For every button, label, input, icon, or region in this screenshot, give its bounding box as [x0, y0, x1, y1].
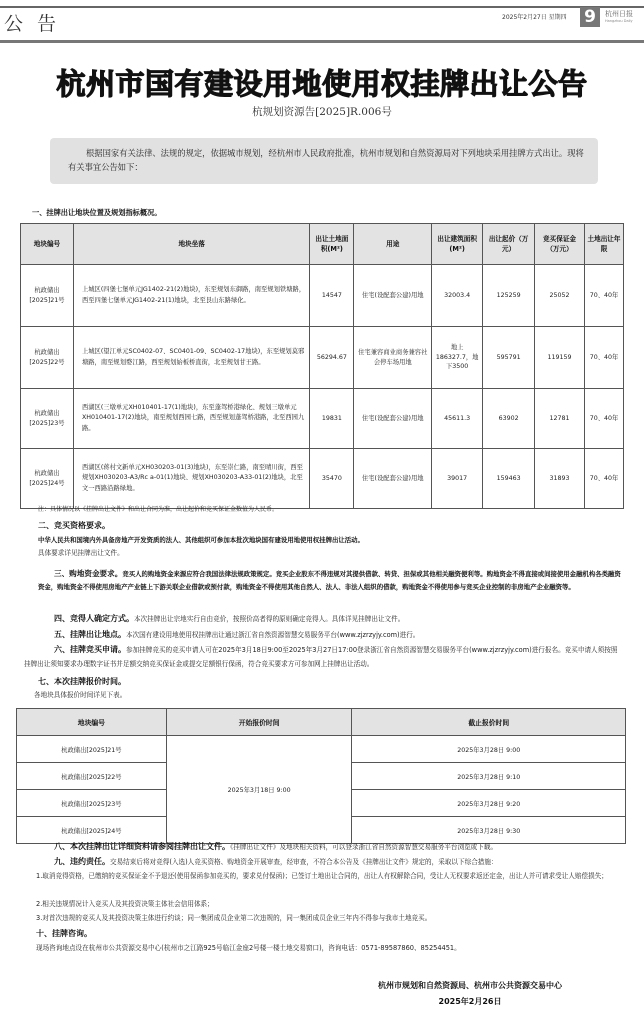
- end-time: 2025年3月28日 9:20: [352, 790, 626, 817]
- document-number: 杭规划资源告[2025]R.006号: [252, 106, 392, 118]
- start-price: 63902: [483, 389, 535, 449]
- section3-text: 竞买人的购地资金来源应符合我国法律法规政策规定。竞买企业股东不得违规对其提供借款、转贷、担保或其他相关融资便利等。购地资金不得直接或间接使用金融机构各类融资资金，购地资金不得使用房地产产业链上下游关联企业借款或预付款，购地资金不得使用其他自然人、法人、非法人组织的借款，购地资金不得使用参与竞买企业控制的非房地产企业融资等。: [38, 570, 621, 591]
- section9-item-3: 3.对首次违规的竞买人及其投资决策主体进行约谈；同一集团成员企业第二次违规的，同一集团成员企业三年内不得参与我市土地竞买。: [36, 914, 432, 922]
- table-row: [17, 736, 626, 763]
- term: 70、40年: [585, 327, 624, 389]
- section8-text: 《挂牌出让文件》及地块相关资料，可以登录浙江省自然资源智慧交易服务平台浏览或下载。: [230, 843, 498, 851]
- land-use: 住宅(设配套公建)用地: [354, 449, 432, 509]
- masthead-bottom-rule: [0, 40, 644, 43]
- section9-heading: 九、违约责任。: [54, 857, 110, 866]
- section5-block: [38, 628, 624, 642]
- table-row: [21, 389, 624, 449]
- header-land-area: 出让土地面积(M²): [310, 224, 354, 265]
- page-number: 9: [580, 7, 600, 27]
- end-time: 2025年3月28日 9:00: [352, 736, 626, 763]
- end-time: 2025年3月28日 9:10: [352, 763, 626, 790]
- parcel-id: 杭政储出[2025]21号: [21, 265, 74, 327]
- building-area: 地上186327.7，地下3500: [432, 327, 483, 389]
- land-area: 14547: [310, 265, 354, 327]
- parcel-id: 杭政储出[2025]23号: [17, 790, 167, 817]
- section4-text: 本次挂牌出让宗地实行自由竞价，按照价高者得的原则确定竞得人。具体详见挂牌出让文件。: [134, 615, 405, 623]
- parcel-location: 上城区(望江单元SC0402-07、SC0401-09、SC0402-17地块)，东至规划莫邪塘路，南至规划婺江路，西至规划始板桥直街，北至规划甘王路。: [73, 327, 309, 389]
- parcel-location: 西湖区(三墩单元XH010401-17(1)地块)，东至蓬驾桥港绿化、规划三墩单元XH010401-17(2)地块，南至规划西园七路，西至规划蓬驾桥港路，北至西园九路。: [73, 389, 309, 449]
- parcel-table: [20, 223, 624, 509]
- table-row: [21, 265, 624, 327]
- bidding-table-header: [17, 709, 626, 736]
- header-deposit: 竞买保证金（万元）: [535, 224, 585, 265]
- parcel-id: 杭政储出[2025]22号: [17, 763, 167, 790]
- header-location: 地块坐落: [73, 224, 309, 265]
- section8-heading: 八、本次挂牌出让详细资料请参阅挂牌出让文件。: [54, 842, 230, 851]
- masthead-top-rule: [0, 6, 644, 8]
- header-use: 用途: [354, 224, 432, 265]
- newspaper-logo-en: Hangzhou Daily: [605, 19, 633, 23]
- header-end-time: 截止报价时间: [352, 709, 626, 736]
- section1-heading: 一、挂牌出让地块位置及规划指标概况。: [32, 208, 162, 217]
- section6-heading: 六、挂牌竞买申请。: [54, 645, 126, 654]
- building-area: 32003.4: [432, 265, 483, 327]
- end-time: 2025年3月28日 9:30: [352, 817, 626, 844]
- header-term: 土地出让年限: [585, 224, 624, 265]
- section2-bold-text: 中华人民共和国境内外具备房地产开发资质的法人、其他组织可参加本批次地块国有建设用地使用权挂牌出让活动。: [38, 536, 364, 544]
- section10-text: 现场咨询地点设在杭州市公共资源交易中心(杭州市之江路925号临江金座2号楼一楼土地交易窗口)，咨询电话：0571-89587860、85254451。: [36, 944, 461, 952]
- parcel-id: 杭政储出[2025]24号: [17, 817, 167, 844]
- building-area: 39017: [432, 449, 483, 509]
- section5-heading: 五、挂牌出让地点。: [54, 630, 126, 639]
- issue-date: 2025年2月26日: [438, 997, 502, 1006]
- start-price: 595791: [483, 327, 535, 389]
- header-start-time: 开始报价时间: [166, 709, 352, 736]
- start-price: 159463: [483, 449, 535, 509]
- header-start-price: 出让起价（万元）: [483, 224, 535, 265]
- section7-heading: 七、本次挂牌报价时间。: [38, 677, 126, 686]
- table-row: [21, 449, 624, 509]
- newspaper-logo: 杭州日报: [605, 10, 633, 18]
- land-use: 住宅兼容商业商务兼容社会停车场用地: [354, 327, 432, 389]
- section2-heading: 二、竞买资格要求。: [38, 521, 110, 530]
- section9-item-1: 1.取消竞得资格，已缴纳的竞买保证金不予退还(使用保函参加竞买的，要求兑付保函)；已签订土地出让合同的，出让人有权解除合同，受让人无权要求返还定金，出让人并可请求受让人赔偿损失；: [36, 872, 608, 880]
- table-note: 注：具体情况以《挂牌出让文件》和出让合同为准，出让起价和竞买保证金数值为人民币。: [38, 506, 279, 513]
- section3-heading: 三、购地资金要求。: [54, 569, 123, 578]
- section5-text: 本次国有建设用地使用权挂牌出让通过浙江省自然资源智慧交易服务平台(www.zjzrzyjy.com)进行。: [126, 631, 420, 639]
- section-label: 公告: [4, 13, 71, 35]
- deposit: 12781: [535, 389, 585, 449]
- parcel-location: 上城区(四堡七堡单元JG1402-21(2)地块)，东至规划东御路，南至规划铁塘路，西至四堡七堡单元JG1402-21(1)地块，北至艮山东路绿化。: [73, 265, 309, 327]
- term: 70、40年: [585, 265, 624, 327]
- parcel-id: 杭政储出[2025]24号: [21, 449, 74, 509]
- bidding-time-table: [16, 708, 626, 844]
- header-parcel-id: 地块编号: [17, 709, 167, 736]
- deposit: 31893: [535, 449, 585, 509]
- parcel-id: 杭政储出[2025]21号: [17, 736, 167, 763]
- term: 70、40年: [585, 449, 624, 509]
- section4-heading: 四、竞得人确定方式。: [54, 614, 134, 623]
- building-area: 45611.3: [432, 389, 483, 449]
- section4-block: [38, 612, 624, 626]
- section9-text: 交易结束后将对竞得(入选)人竞买资格、购地资金开展审查，经审查，不符合本公告及《挂牌出让文件》规定的，采取以下综合措施：: [110, 858, 498, 866]
- signature-block: [320, 978, 620, 1010]
- start-price: 125259: [483, 265, 535, 327]
- section9-block: [38, 855, 624, 869]
- section8-block: [38, 840, 624, 854]
- parcel-location: 西湖区(蒋村文新单元XH030203-01(3)地块)，东至崇仁路，南至晴川街，西至规划XH030203-A3/Rc a-01(1)地块、规划XH030203-A33-01(2)地块，北至文一西路沿路绿地。: [73, 449, 309, 509]
- section6-text: 参加挂牌竞买的竞买申请人可在2025年3月18日9:00至2025年3月27日17:00登录浙江省自然资源智慧交易服务平台(www.zjzrzyjy.com)进行报名。竞买申请人须按照挂牌出让须知要求办理数字证书并足额交纳竞买保证金或提交足额银行保函，符合竞买要求方可参加网上挂牌出让活动。: [24, 646, 618, 668]
- publication-date: 2025年2月27日 星期四: [502, 14, 567, 21]
- land-area: 56294.67: [310, 327, 354, 389]
- term: 70、40年: [585, 389, 624, 449]
- section2-text: 具体要求详见挂牌出让文件。: [38, 549, 124, 557]
- land-use: 住宅(设配套公建)用地: [354, 389, 432, 449]
- parcel-id: 杭政储出[2025]22号: [21, 327, 74, 389]
- header-building-area: 出让建筑面积(M²): [432, 224, 483, 265]
- land-use: 住宅(设配套公建)用地: [354, 265, 432, 327]
- section10-heading: 十、挂牌咨询。: [36, 929, 92, 938]
- section3-block: [38, 567, 624, 594]
- deposit: 25052: [535, 265, 585, 327]
- parcel-id: 杭政储出[2025]23号: [21, 389, 74, 449]
- table-row: [21, 327, 624, 389]
- intro-text: 根据国家有关法律、法规的规定，依据城市规划，经杭州市人民政府批准，杭州市规划和自然资源局对下列地块采用挂牌方式出让。现将有关事宜公告如下：: [68, 148, 584, 172]
- start-time: 2025年3月18日 9:00: [166, 736, 352, 844]
- deposit: 119159: [535, 327, 585, 389]
- issuer: 杭州市规划和自然资源局、杭州市公共资源交易中心: [378, 981, 562, 990]
- section6-block: [24, 643, 624, 671]
- parcel-table-header: [21, 224, 624, 265]
- section9-item-2: 2.相关违规情况计入竞买人及其投资决策主体社会信用体系；: [36, 900, 214, 908]
- land-area: 35470: [310, 449, 354, 509]
- header-parcel-id: 地块编号: [21, 224, 74, 265]
- section7-subtext: 各地块具体报价时间详见下表。: [34, 691, 127, 699]
- notice-title: 杭州市国有建设用地使用权挂牌出让公告: [56, 67, 588, 101]
- land-area: 19831: [310, 389, 354, 449]
